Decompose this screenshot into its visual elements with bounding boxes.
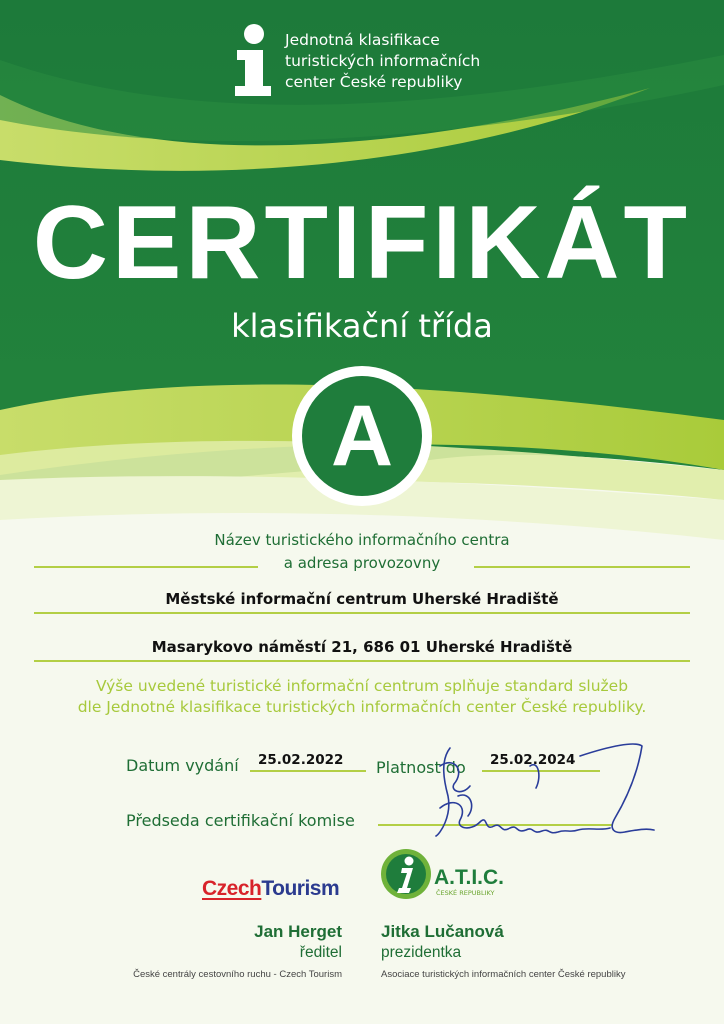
right-signatory-name: Jitka Lučanová bbox=[381, 922, 504, 941]
center-caption-line-1: Název turistického informačního centra bbox=[214, 531, 510, 549]
issue-date-underline bbox=[250, 770, 366, 772]
standard-line-2: dle Jednotné klasifikace turistických informačních center České republiky. bbox=[77, 698, 647, 716]
atic-logo-name: A.T.I.C. bbox=[434, 866, 505, 889]
logo-line-1: Jednotná klasifikace bbox=[285, 31, 440, 49]
class-badge bbox=[292, 366, 432, 506]
atic-logo-sub: ČESKÉ REPUBLIKY bbox=[436, 889, 495, 897]
czechtourism-logo-czech: Czech bbox=[202, 877, 262, 900]
czechtourism-logo bbox=[202, 877, 339, 901]
handwritten-signature bbox=[410, 736, 660, 846]
left-signatory-role: ředitel bbox=[299, 944, 342, 961]
logo-line-3: center České republiky bbox=[285, 73, 463, 91]
divider-left bbox=[34, 566, 258, 568]
divider-right bbox=[474, 566, 690, 568]
logo-text bbox=[285, 30, 545, 93]
center-address: Masarykovo náměstí 21, 686 01 Uherské Hradiště bbox=[151, 638, 573, 656]
czechtourism-logo-tourism: Tourism bbox=[261, 877, 340, 900]
standard-statement bbox=[0, 676, 724, 718]
issue-date-label: Datum vydání bbox=[126, 756, 239, 775]
issue-date-value: 25.02.2022 bbox=[258, 752, 344, 768]
right-signatory-org: Asociace turistických informačních center České republiky bbox=[381, 969, 626, 980]
class-letter: A bbox=[302, 376, 422, 496]
validity-value: 25.02.2024 bbox=[490, 752, 576, 768]
atic-logo bbox=[380, 848, 510, 900]
center-address-underline bbox=[34, 660, 690, 662]
left-signatory-name: Jan Herget bbox=[254, 922, 342, 941]
atic-i-icon bbox=[380, 848, 432, 900]
certificate-title: CERTIFIKÁT bbox=[32, 185, 692, 301]
left-signatory-org: České centrály cestovního ruchu - Czech Tourism bbox=[133, 969, 342, 980]
validity-label: Platnost do bbox=[376, 758, 466, 777]
logo-line-2: turistických informačních bbox=[285, 52, 481, 70]
commission-label: Předseda certifikační komise bbox=[126, 811, 355, 830]
standard-line-1: Výše uvedené turistické informační centrum splňuje standard služeb bbox=[95, 677, 629, 695]
right-signatory-role: prezidentka bbox=[381, 944, 462, 961]
certificate-subtitle: klasifikační třída bbox=[231, 307, 493, 345]
center-name-underline bbox=[34, 612, 690, 614]
center-name: Městské informační centrum Uherské Hradiště bbox=[165, 590, 559, 608]
info-i-icon bbox=[233, 24, 275, 96]
center-caption-line-2: a adresa provozovny bbox=[283, 554, 441, 572]
